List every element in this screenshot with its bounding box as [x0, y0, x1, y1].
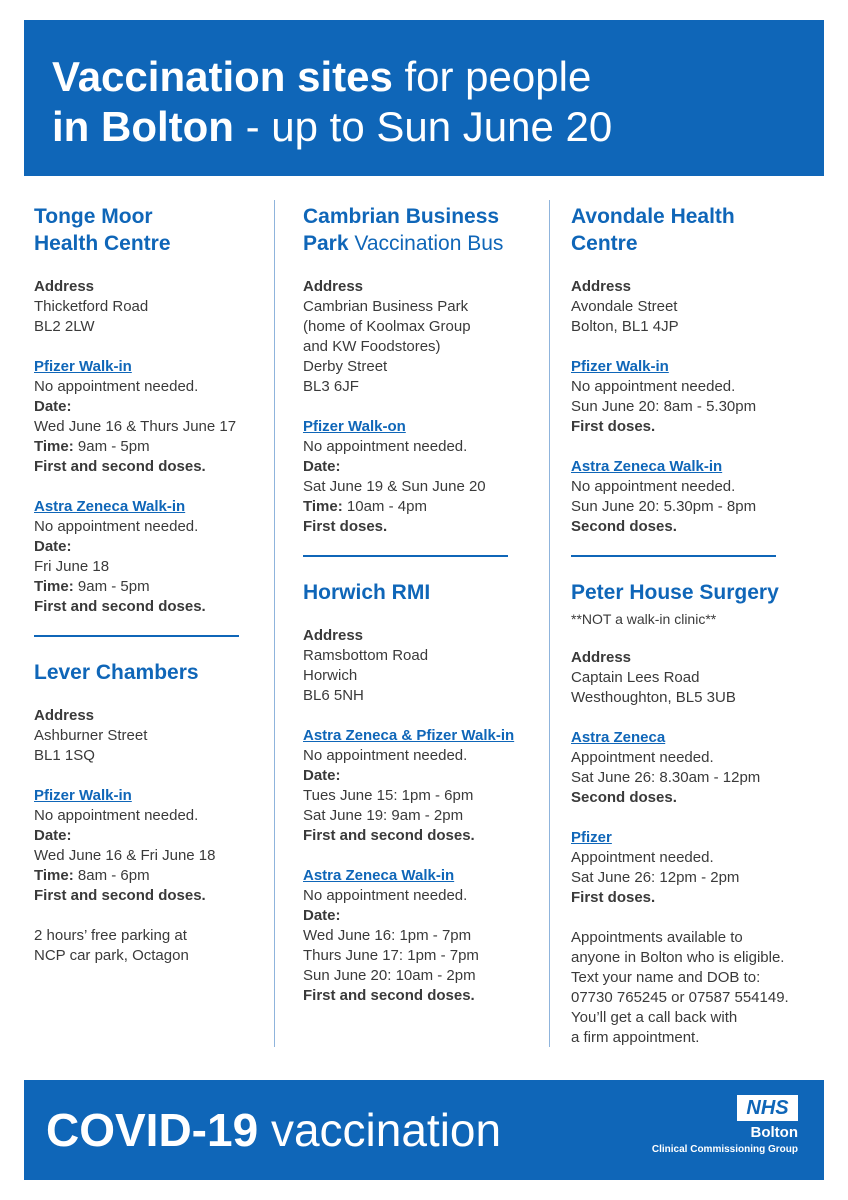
appointment-note: No appointment needed.: [34, 807, 199, 824]
date-value: Sat June 19 & Sun June 20: [303, 478, 486, 495]
date-label: Date:: [34, 538, 72, 555]
address-line: BL1 1SQ: [34, 747, 95, 764]
date-value: Fri June 18: [34, 558, 110, 575]
address-line: Horwich: [303, 667, 358, 684]
astra-zeneca-pfizer-walk-in-link[interactable]: Astra Zeneca & Pfizer Walk-in: [303, 727, 515, 744]
date-label: Date:: [34, 827, 72, 844]
site-title-peter-house: Peter House Surgery: [571, 581, 779, 604]
address-line: and KW Foodstores): [303, 338, 441, 355]
date-label: Date:: [303, 458, 341, 475]
footer-banner: [24, 1080, 824, 1180]
info-text: You’ll get a call back with: [571, 1009, 738, 1026]
pfizer-walk-on-link[interactable]: Pfizer Walk-on: [303, 418, 406, 435]
doses-text: First and second doses.: [34, 887, 206, 904]
appointment-note: No appointment needed.: [303, 438, 468, 455]
time-row: Time: 8am - 6pm: [34, 867, 150, 884]
astra-zeneca-walk-in-link[interactable]: Astra Zeneca Walk-in: [34, 498, 186, 515]
address-line: (home of Koolmax Group: [303, 318, 471, 335]
page-title: Vaccination sites for people in Bolton - up to Sun June 20: [52, 53, 613, 150]
column-3: [571, 203, 811, 1048]
organisation-subtitle: Clinical Commissioning Group: [651, 1144, 798, 1155]
column-1: [34, 203, 259, 966]
doses-text: First doses.: [571, 418, 656, 435]
address-label: Address: [571, 649, 632, 666]
doses-text: First doses.: [303, 518, 388, 535]
time-value: Sat June 26: 8.30am - 12pm: [571, 769, 761, 786]
time-value: Sun June 20: 5.30pm - 8pm: [571, 498, 757, 515]
date-value: Wed June 16 & Thurs June 17: [34, 418, 237, 435]
appointment-note: Appointment needed.: [571, 849, 714, 866]
appointment-note: Appointment needed.: [571, 749, 714, 766]
address-line: Ashburner Street: [34, 727, 148, 744]
pfizer-walk-in-link[interactable]: Pfizer Walk-in: [571, 358, 669, 375]
date-value: Thurs June 17: 1pm - 7pm: [303, 947, 479, 964]
doses-text: Second doses.: [571, 518, 677, 535]
parking-note: 2 hours’ free parking at: [34, 927, 187, 944]
time-value: Sun June 20: 8am - 5.30pm: [571, 398, 757, 415]
site-title-cambrian: Cambrian Business Park Vaccination Bus: [303, 205, 504, 255]
address-line: Derby Street: [303, 358, 388, 375]
appointment-note: No appointment needed.: [303, 887, 468, 904]
time-row: Time: 9am - 5pm: [34, 438, 150, 455]
pfizer-walk-in-link[interactable]: Pfizer Walk-in: [34, 358, 132, 375]
address-label: Address: [571, 278, 632, 295]
info-text: anyone in Bolton who is eligible.: [571, 949, 785, 966]
info-text: Appointments available to: [571, 929, 743, 946]
section-rule: [34, 635, 239, 637]
header-banner: [24, 20, 824, 176]
column-2: [303, 203, 538, 1006]
address-line: Captain Lees Road: [571, 669, 700, 686]
site-title-tonge-moor: Tonge Moor Health Centre: [34, 205, 171, 255]
time-row: Time: 10am - 4pm: [303, 498, 427, 515]
astra-zeneca-walk-in-link[interactable]: Astra Zeneca Walk-in: [303, 867, 455, 884]
date-value: Wed June 16 & Fri June 18: [34, 847, 216, 864]
pfizer-link[interactable]: Pfizer: [571, 829, 612, 846]
date-label: Date:: [303, 767, 341, 784]
address-label: Address: [303, 278, 364, 295]
appointment-note: No appointment needed.: [571, 378, 736, 395]
site-title-avondale: Avondale Health Centre: [571, 205, 735, 255]
info-text: Text your name and DOB to:: [571, 969, 761, 986]
address-line: Cambrian Business Park: [303, 298, 469, 315]
appointment-note: No appointment needed.: [571, 478, 736, 495]
appointment-note: No appointment needed.: [34, 518, 199, 535]
nhs-logo: NHS: [737, 1095, 798, 1121]
doses-text: First and second doses.: [34, 598, 206, 615]
address-line: BL6 5NH: [303, 687, 364, 704]
address-line: Ramsbottom Road: [303, 647, 429, 664]
address-label: Address: [303, 627, 364, 644]
organisation-name: Bolton: [750, 1124, 798, 1141]
address-line: BL3 6JF: [303, 378, 359, 395]
date-value: Sat June 19: 9am - 2pm: [303, 807, 464, 824]
doses-text: First doses.: [571, 889, 656, 906]
date-label: Date:: [303, 907, 341, 924]
time-row: Time: 9am - 5pm: [34, 578, 150, 595]
column-divider: [274, 200, 275, 1047]
section-rule: [571, 555, 776, 557]
site-title-horwich: Horwich RMI: [303, 581, 431, 604]
appointment-note: No appointment needed.: [303, 747, 468, 764]
doses-text: First and second doses.: [303, 987, 475, 1004]
site-title-lever-chambers: Lever Chambers: [34, 661, 199, 684]
column-divider: [549, 200, 550, 1047]
date-value: Tues June 15: 1pm - 6pm: [303, 787, 474, 804]
appointment-note: No appointment needed.: [34, 378, 199, 395]
phone-numbers: 07730 765245 or 07587 554149.: [571, 989, 789, 1006]
section-rule: [303, 555, 508, 557]
pfizer-walk-in-link[interactable]: Pfizer Walk-in: [34, 787, 132, 804]
date-label: Date:: [34, 398, 72, 415]
address-line: Thicketford Road: [34, 298, 149, 315]
time-value: Sat June 26: 12pm - 2pm: [571, 869, 740, 886]
astra-zeneca-link[interactable]: Astra Zeneca: [571, 729, 666, 746]
address-line: Avondale Street: [571, 298, 678, 315]
address-line: Bolton, BL1 4JP: [571, 318, 679, 335]
info-text: a firm appointment.: [571, 1029, 700, 1046]
doses-text: First and second doses.: [303, 827, 475, 844]
date-value: Sun June 20: 10am - 2pm: [303, 967, 476, 984]
footer-title: COVID-19 vaccination: [46, 1104, 502, 1156]
address-line: Westhoughton, BL5 3UB: [571, 689, 736, 706]
doses-text: First and second doses.: [34, 458, 206, 475]
address-label: Address: [34, 707, 95, 724]
doses-text: Second doses.: [571, 789, 677, 806]
address-label: Address: [34, 278, 95, 295]
parking-note: NCP car park, Octagon: [34, 947, 189, 964]
address-line: BL2 2LW: [34, 318, 95, 335]
astra-zeneca-walk-in-link[interactable]: Astra Zeneca Walk-in: [571, 458, 723, 475]
date-value: Wed June 16: 1pm - 7pm: [303, 927, 472, 944]
walk-in-warning: **NOT a walk-in clinic**: [571, 611, 717, 627]
